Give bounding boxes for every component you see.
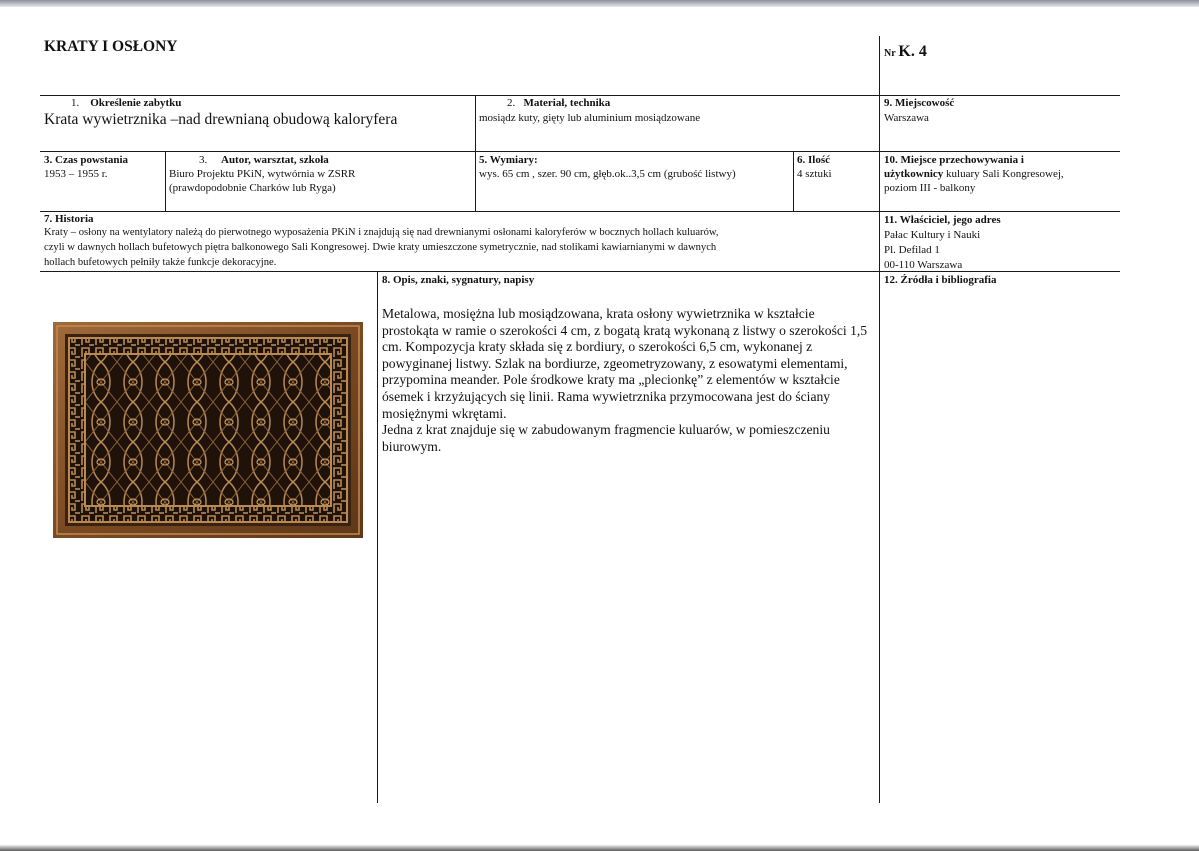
grid-line xyxy=(475,95,476,211)
record-number-prefix: Nr xyxy=(884,48,896,59)
brass-vent-grille-photo xyxy=(53,322,363,538)
field10-label: 10. Miejsce przechowywania i xyxy=(884,154,1024,166)
author-line2: (prawdopodobnie Charków lub Ryga) xyxy=(169,182,336,194)
history-line3: hollach bufetowych pełniły także funkcje dekoracyjne. xyxy=(44,257,277,268)
field9-label: 9. Miejscowość xyxy=(884,97,955,109)
grid-line xyxy=(40,211,1120,212)
field7-label: 7. Historia xyxy=(44,213,94,225)
object-name: Krata wywietrznika –nad drewnianą obudową kaloryfera xyxy=(44,111,398,128)
author-line1: Biuro Projektu PKiN, wytwórnia w ZSRR xyxy=(169,168,356,180)
grid-line xyxy=(793,151,794,211)
owner-line1: Pałac Kultury i Nauki xyxy=(884,229,981,241)
history-line2: czyli w dawnych hollach bufetowych piętra balkonowego Sali Kongresowej. Dwie kraty umieszczone symetrycznie, nad stolikami kawiarnianymi w dawnych xyxy=(44,242,717,253)
grid-line xyxy=(40,95,1120,96)
owner-line2: Pl. Defilad 1 xyxy=(884,244,940,256)
field6-label: 6. Ilość xyxy=(797,154,830,166)
form-title: KRATY I OSŁONY xyxy=(44,38,178,55)
grid-line xyxy=(377,271,378,803)
field10-label2: użytkownicy xyxy=(884,168,944,180)
grid-line xyxy=(377,271,879,272)
field3-label: 3. Czas powstania xyxy=(44,154,129,166)
field5-label: 5. Wymiary: xyxy=(479,154,538,166)
storage-value: kuluary Sali Kongresowej, xyxy=(943,168,1064,180)
description-text xyxy=(382,306,872,455)
grid-line xyxy=(879,271,1120,272)
field2-label-num: 2. xyxy=(507,97,516,109)
field11-label: 11. Właściciel, jego adres xyxy=(884,214,1001,226)
field4-label-text: Autor, warsztat, szkoła xyxy=(221,154,329,166)
date-value: 1953 – 1955 r. xyxy=(44,168,108,180)
material-value: mosiądz kuty, gięty lub aluminium mosiądzowane xyxy=(479,112,701,124)
record-number xyxy=(884,43,927,63)
field1-label xyxy=(71,97,181,109)
grid-line xyxy=(40,151,1120,152)
scan-top-edge xyxy=(0,0,1199,7)
dimensions-value: wys. 65 cm , szer. 90 cm, głęb.ok..3,5 cm (grubość listwy) xyxy=(479,168,736,180)
field4-label-num: 3. xyxy=(199,154,208,166)
field12-label: 12. Źródła i bibliografia xyxy=(884,274,997,286)
scan-bottom-edge xyxy=(0,845,1199,851)
storage-line2 xyxy=(884,168,1064,180)
grid-line xyxy=(165,151,166,211)
owner-line3: 00-110 Warszawa xyxy=(884,259,963,271)
storage-line3: poziom III - balkony xyxy=(884,182,976,194)
field1-label-num: 1. xyxy=(71,97,80,109)
record-number-value: K. 4 xyxy=(898,43,927,60)
field4-label xyxy=(199,154,329,166)
field1-label-text: Określenie zabytku xyxy=(90,97,182,109)
description-paragraph-1: Metalowa, mosiężna lub mosiądzowana, krata osłony wywietrznika w kształcie prostokąta w ramie o szerokości 4 cm, z bogatą kratą wykonaną z listwy o szerokości 1,5 cm. Kompozycja kraty składa się z bordiury, o szerokości 6,5 cm, wykonanej z powyginanej listwy. Szlak na bordiurze, zgeometryzowany, z esowatymi elementami, przypomina meander. Pole środkowe kraty ma „plecionkę” z elementów w kształcie ósemek i krzyżujących się linii. Rama wywietrznika przymocowana jest do ściany mosiężnymi wkrętami. xyxy=(382,306,868,421)
field8-label: 8. Opis, znaki, sygnatury, napisy xyxy=(382,274,535,286)
location-value: Warszawa xyxy=(884,112,929,124)
quantity-value: 4 sztuki xyxy=(797,168,832,180)
field2-label-text: Materiał, technika xyxy=(523,97,611,109)
grid-line xyxy=(40,271,377,272)
description-paragraph-2: Jedna z krat znajduje się w zabudowanym fragmencie kuluarów, w pomieszczeniu biurowym. xyxy=(382,422,830,454)
history-line1: Kraty – osłony na wentylatory należą do pierwotnego wyposażenia PKiN i znajdują się nad drewnianymi osłonami kaloryferów w bocznych hollach kuluarów, xyxy=(44,227,719,238)
field2-label xyxy=(507,97,610,109)
